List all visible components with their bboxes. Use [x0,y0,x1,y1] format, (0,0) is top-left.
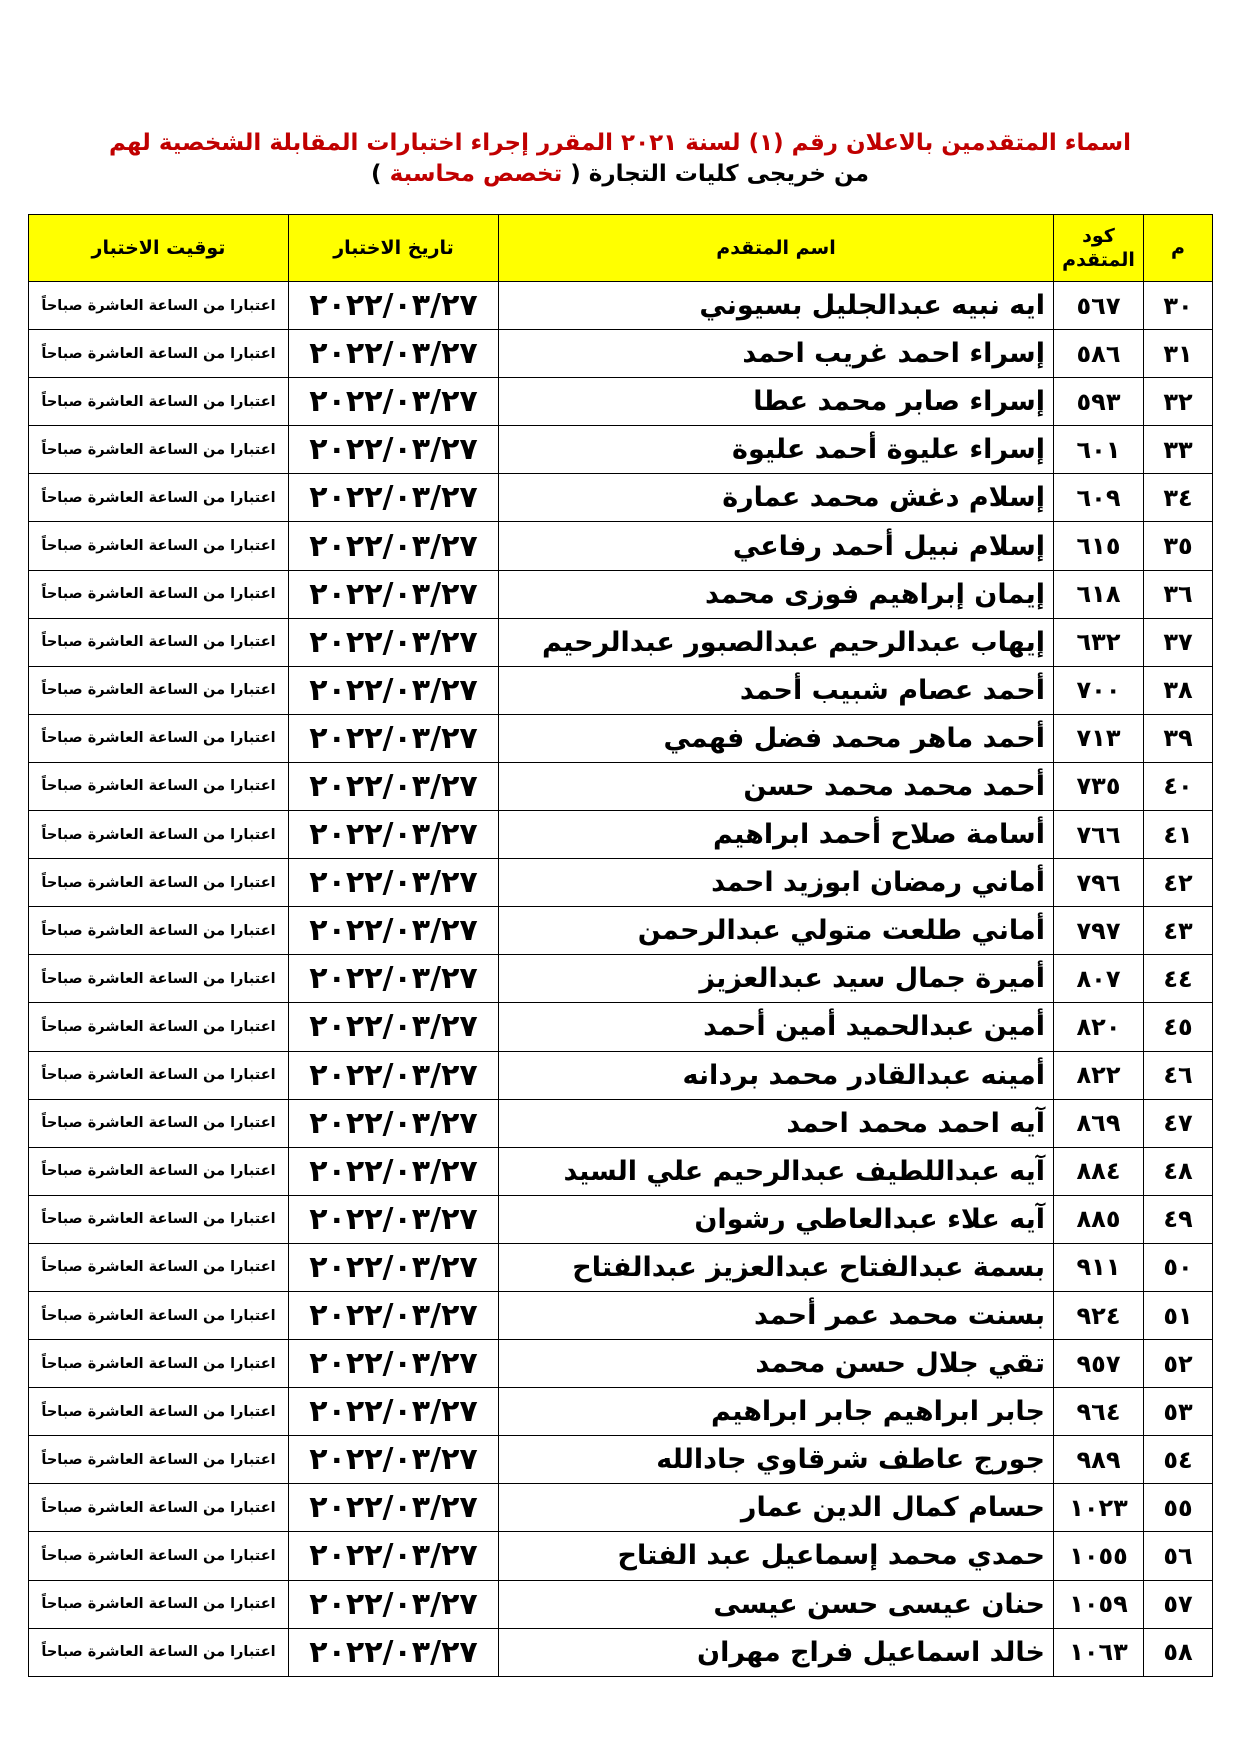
table-row [29,1195,1213,1243]
cell-num: ٣٤ [1144,474,1213,522]
title-line-2-suffix: ) [371,161,382,187]
table-row [29,907,1213,955]
cell-name: آيه عبداللطيف عبدالرحيم علي السيد [499,1147,1054,1195]
cell-date: ٢٠٢٢/٠٣/٢٧ [289,1099,499,1147]
cell-code: ٥٩٣ [1054,378,1144,426]
table-row [29,330,1213,378]
cell-name: أماني طلعت متولي عبدالرحمن [499,907,1054,955]
cell-code: ١٠٥٥ [1054,1532,1144,1580]
cell-num: ٥٥ [1144,1484,1213,1532]
cell-date: ٢٠٢٢/٠٣/٢٧ [289,282,499,330]
table-row [29,1147,1213,1195]
cell-date: ٢٠٢٢/٠٣/٢٧ [289,907,499,955]
cell-code: ٩٦٤ [1054,1388,1144,1436]
cell-time: اعتبارا من الساعة العاشرة صباحاً [29,426,289,474]
cell-date: ٢٠٢٢/٠٣/٢٧ [289,378,499,426]
cell-num: ٤٨ [1144,1147,1213,1195]
cell-code: ٦٣٢ [1054,618,1144,666]
table-row [29,1003,1213,1051]
cell-num: ٣٦ [1144,570,1213,618]
cell-time: اعتبارا من الساعة العاشرة صباحاً [29,859,289,907]
cell-code: ٩٨٩ [1054,1436,1144,1484]
cell-date: ٢٠٢٢/٠٣/٢٧ [289,522,499,570]
column-header-code: كود المتقدم [1054,215,1144,282]
table-row [29,570,1213,618]
cell-name: حسام كمال الدين عمار [499,1484,1054,1532]
table-row [29,1580,1213,1628]
title-line-2 [0,158,1240,190]
cell-name: تقي جلال حسن محمد [499,1340,1054,1388]
cell-num: ٤١ [1144,811,1213,859]
cell-num: ٥٠ [1144,1243,1213,1291]
document-title [0,128,1240,190]
cell-date: ٢٠٢٢/٠٣/٢٧ [289,666,499,714]
table-row [29,714,1213,762]
specialty-label: تخصص محاسبة [389,161,563,187]
cell-code: ١٠٥٩ [1054,1580,1144,1628]
applicants-table [28,214,1213,1677]
cell-time: اعتبارا من الساعة العاشرة صباحاً [29,714,289,762]
cell-name: إسلام نبيل أحمد رفاعي [499,522,1054,570]
cell-num: ٣٧ [1144,618,1213,666]
cell-num: ٥٦ [1144,1532,1213,1580]
cell-date: ٢٠٢٢/٠٣/٢٧ [289,1147,499,1195]
cell-date: ٢٠٢٢/٠٣/٢٧ [289,859,499,907]
title-line-2-prefix: من خريجى كليات التجارة ( [570,161,869,187]
cell-name: إيمان إبراهيم فوزى محمد [499,570,1054,618]
cell-num: ٥٤ [1144,1436,1213,1484]
cell-date: ٢٠٢٢/٠٣/٢٧ [289,1003,499,1051]
cell-num: ٤٩ [1144,1195,1213,1243]
cell-name: خالد اسماعيل فراج مهران [499,1628,1054,1676]
table-row [29,666,1213,714]
cell-time: اعتبارا من الساعة العاشرة صباحاً [29,1243,289,1291]
cell-code: ٦١٥ [1054,522,1144,570]
cell-num: ٣٢ [1144,378,1213,426]
cell-num: ٥١ [1144,1291,1213,1339]
table-header-row [29,215,1213,282]
cell-num: ٥٣ [1144,1388,1213,1436]
cell-time: اعتبارا من الساعة العاشرة صباحاً [29,1436,289,1484]
table-row [29,1628,1213,1676]
cell-name: جابر ابراهيم جابر ابراهيم [499,1388,1054,1436]
table-row [29,1243,1213,1291]
table-row [29,1340,1213,1388]
table-row [29,955,1213,1003]
cell-date: ٢٠٢٢/٠٣/٢٧ [289,1532,499,1580]
cell-date: ٢٠٢٢/٠٣/٢٧ [289,762,499,810]
cell-time: اعتبارا من الساعة العاشرة صباحاً [29,378,289,426]
cell-code: ٨٠٧ [1054,955,1144,1003]
cell-date: ٢٠٢٢/٠٣/٢٧ [289,1484,499,1532]
cell-num: ٣٣ [1144,426,1213,474]
table-body [29,282,1213,1677]
cell-time: اعتبارا من الساعة العاشرة صباحاً [29,522,289,570]
cell-date: ٢٠٢٢/٠٣/٢٧ [289,474,499,522]
cell-name: إيهاب عبدالرحيم عبدالصبور عبدالرحيم [499,618,1054,666]
cell-name: آيه احمد محمد احمد [499,1099,1054,1147]
cell-time: اعتبارا من الساعة العاشرة صباحاً [29,762,289,810]
cell-date: ٢٠٢٢/٠٣/٢٧ [289,1340,499,1388]
cell-name: ايه نبيه عبدالجليل بسيوني [499,282,1054,330]
cell-time: اعتبارا من الساعة العاشرة صباحاً [29,1628,289,1676]
cell-date: ٢٠٢٢/٠٣/٢٧ [289,714,499,762]
cell-code: ٧٩٧ [1054,907,1144,955]
table-row [29,618,1213,666]
cell-code: ٧٩٦ [1054,859,1144,907]
cell-num: ٥٢ [1144,1340,1213,1388]
cell-name: بسمة عبدالفتاح عبدالعزيز عبدالفتاح [499,1243,1054,1291]
cell-code: ٧٣٥ [1054,762,1144,810]
cell-date: ٢٠٢٢/٠٣/٢٧ [289,1291,499,1339]
cell-name: إسراء صابر محمد عطا [499,378,1054,426]
cell-code: ٨٨٥ [1054,1195,1144,1243]
cell-num: ٤٥ [1144,1003,1213,1051]
cell-code: ٨٢٢ [1054,1051,1144,1099]
cell-name: حنان عيسى حسن عيسى [499,1580,1054,1628]
cell-code: ١٠٦٣ [1054,1628,1144,1676]
cell-time: اعتبارا من الساعة العاشرة صباحاً [29,1340,289,1388]
cell-time: اعتبارا من الساعة العاشرة صباحاً [29,1532,289,1580]
cell-num: ٣٨ [1144,666,1213,714]
cell-time: اعتبارا من الساعة العاشرة صباحاً [29,1388,289,1436]
cell-num: ٣١ [1144,330,1213,378]
cell-time: اعتبارا من الساعة العاشرة صباحاً [29,570,289,618]
cell-name: أمينه عبدالقادر محمد بردانه [499,1051,1054,1099]
cell-code: ٨٨٤ [1054,1147,1144,1195]
cell-name: أحمد محمد محمد حسن [499,762,1054,810]
cell-date: ٢٠٢٢/٠٣/٢٧ [289,1243,499,1291]
column-header-num: م [1144,215,1213,282]
cell-time: اعتبارا من الساعة العاشرة صباحاً [29,907,289,955]
cell-time: اعتبارا من الساعة العاشرة صباحاً [29,1051,289,1099]
column-header-name: اسم المتقدم [499,215,1054,282]
cell-num: ٥٧ [1144,1580,1213,1628]
table-row [29,1099,1213,1147]
cell-time: اعتبارا من الساعة العاشرة صباحاً [29,618,289,666]
table-row [29,1388,1213,1436]
cell-name: أحمد ماهر محمد فضل فهمي [499,714,1054,762]
cell-name: أسامة صلاح أحمد ابراهيم [499,811,1054,859]
cell-num: ٤٤ [1144,955,1213,1003]
cell-date: ٢٠٢٢/٠٣/٢٧ [289,426,499,474]
cell-num: ٣٠ [1144,282,1213,330]
title-line-1: اسماء المتقدمين بالاعلان رقم (١) لسنة ٢٠٢١ المقرر إجراء اختبارات المقابلة الشخصية لهم [108,130,1132,156]
cell-date: ٢٠٢٢/٠٣/٢٧ [289,1388,499,1436]
cell-name: جورج عاطف شرقاوي جادالله [499,1436,1054,1484]
cell-code: ٧٠٠ [1054,666,1144,714]
cell-code: ٨٦٩ [1054,1099,1144,1147]
cell-code: ٥٦٧ [1054,282,1144,330]
cell-num: ٤٦ [1144,1051,1213,1099]
cell-time: اعتبارا من الساعة العاشرة صباحاً [29,955,289,1003]
cell-code: ٦٠١ [1054,426,1144,474]
table-row [29,811,1213,859]
cell-num: ٣٩ [1144,714,1213,762]
cell-code: ٩٢٤ [1054,1291,1144,1339]
cell-time: اعتبارا من الساعة العاشرة صباحاً [29,1195,289,1243]
cell-date: ٢٠٢٢/٠٣/٢٧ [289,618,499,666]
cell-time: اعتبارا من الساعة العاشرة صباحاً [29,474,289,522]
table-row [29,474,1213,522]
cell-time: اعتبارا من الساعة العاشرة صباحاً [29,1484,289,1532]
cell-code: ٦١٨ [1054,570,1144,618]
table-row [29,1436,1213,1484]
cell-num: ٥٨ [1144,1628,1213,1676]
cell-date: ٢٠٢٢/٠٣/٢٧ [289,1051,499,1099]
cell-num: ٤٠ [1144,762,1213,810]
cell-code: ٩٥٧ [1054,1340,1144,1388]
table-row [29,1291,1213,1339]
cell-date: ٢٠٢٢/٠٣/٢٧ [289,330,499,378]
cell-num: ٤٧ [1144,1099,1213,1147]
cell-time: اعتبارا من الساعة العاشرة صباحاً [29,1291,289,1339]
table-row [29,522,1213,570]
cell-name: بسنت محمد عمر أحمد [499,1291,1054,1339]
column-header-date: تاريخ الاختبار [289,215,499,282]
cell-time: اعتبارا من الساعة العاشرة صباحاً [29,666,289,714]
cell-name: إسراء احمد غريب احمد [499,330,1054,378]
column-header-time: توقيت الاختبار [29,215,289,282]
table-row [29,1532,1213,1580]
cell-time: اعتبارا من الساعة العاشرة صباحاً [29,282,289,330]
cell-code: ٧١٣ [1054,714,1144,762]
cell-name: أميرة جمال سيد عبدالعزيز [499,955,1054,1003]
table-row [29,762,1213,810]
cell-date: ٢٠٢٢/٠٣/٢٧ [289,1628,499,1676]
cell-time: اعتبارا من الساعة العاشرة صباحاً [29,1003,289,1051]
cell-num: ٣٥ [1144,522,1213,570]
cell-date: ٢٠٢٢/٠٣/٢٧ [289,811,499,859]
cell-code: ٧٦٦ [1054,811,1144,859]
cell-date: ٢٠٢٢/٠٣/٢٧ [289,570,499,618]
cell-code: ٥٨٦ [1054,330,1144,378]
cell-num: ٤٢ [1144,859,1213,907]
cell-date: ٢٠٢٢/٠٣/٢٧ [289,1436,499,1484]
cell-name: أمين عبدالحميد أمين أحمد [499,1003,1054,1051]
cell-time: اعتبارا من الساعة العاشرة صباحاً [29,1099,289,1147]
cell-name: أحمد عصام شبيب أحمد [499,666,1054,714]
cell-time: اعتبارا من الساعة العاشرة صباحاً [29,811,289,859]
cell-date: ٢٠٢٢/٠٣/٢٧ [289,955,499,1003]
cell-date: ٢٠٢٢/٠٣/٢٧ [289,1580,499,1628]
cell-name: آيه علاء عبدالعاطي رشوان [499,1195,1054,1243]
cell-code: ٨٢٠ [1054,1003,1144,1051]
cell-time: اعتبارا من الساعة العاشرة صباحاً [29,1580,289,1628]
table-row [29,1484,1213,1532]
cell-name: إسراء عليوة أحمد عليوة [499,426,1054,474]
cell-name: حمدي محمد إسماعيل عبد الفتاح [499,1532,1054,1580]
cell-code: ٩١١ [1054,1243,1144,1291]
cell-name: إسلام دغش محمد عمارة [499,474,1054,522]
table-row [29,1051,1213,1099]
cell-time: اعتبارا من الساعة العاشرة صباحاً [29,330,289,378]
table-row [29,859,1213,907]
cell-name: أماني رمضان ابوزيد احمد [499,859,1054,907]
cell-num: ٤٣ [1144,907,1213,955]
cell-date: ٢٠٢٢/٠٣/٢٧ [289,1195,499,1243]
cell-code: ٦٠٩ [1054,474,1144,522]
table-row [29,378,1213,426]
table-row [29,282,1213,330]
cell-code: ١٠٢٣ [1054,1484,1144,1532]
cell-time: اعتبارا من الساعة العاشرة صباحاً [29,1147,289,1195]
table-row [29,426,1213,474]
